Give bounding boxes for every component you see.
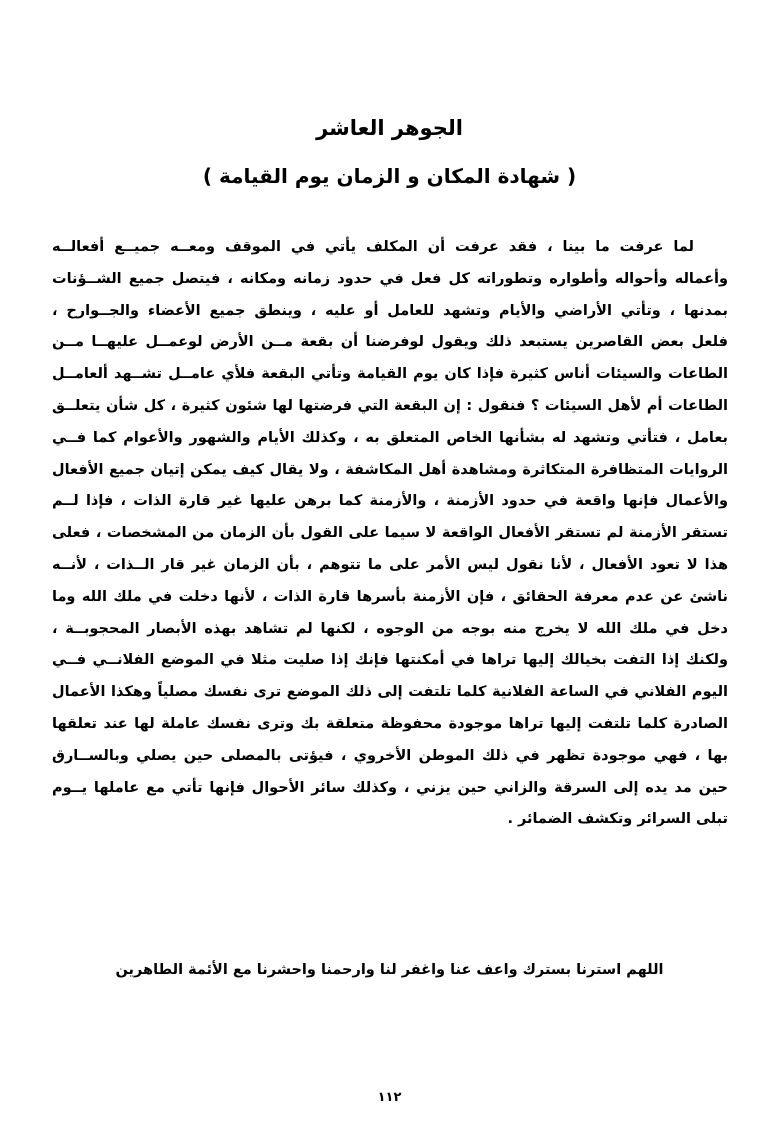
paragraph-line: بمدنها ، وتأتي الأراضي والأيام وتشهد للعامل أو عليه ، وينطق جميع الأعضاء والجــوارح ، [52, 302, 728, 319]
paragraph-line: ناشئ عن عدم معرفة الحقائق ، فإن الأزمنة بأسرها قارة الذات ، لأنها دخلت في ملك الله وما [52, 588, 728, 605]
closing-prayer: اللهم استرنا بسترك واعف عنا واغفر لنا وارحمنا واحشرنا مع الأئمة الطاهرين [115, 962, 664, 978]
paragraph-line: الطاعات أم لأهل السيئات ؟ فنقول : إن البقعة التي فرضتها لها شئون كثيرة ، كل شأن يتعلــق [52, 397, 728, 414]
paragraph-line: هذا لا تعود الأفعال ، لأنا نقول ليس الأمر على ما تتوهم ، بأن الزمان غير قار الــذات ، لأنــه [52, 556, 728, 573]
body-paragraph [52, 232, 728, 836]
paragraph-line: وأعماله وأحواله وأطواره وتطوراته كل فعل في حدود زمانه ومكانه ، فيتصل جميع الشــؤنات [52, 270, 728, 287]
page-title: الجوهر العاشر [316, 116, 463, 140]
paragraph-line: ولكنك إذا التفت بخيالك إليها تراها في أمكنتها فإنك إذا صليت مثلا في الموضع الفلانــي فــي [52, 652, 728, 669]
paragraph-line: والأعمال فإنها واقعة في حدود الأزمنة ، والأزمنة كما برهن عليها غير قارة الذات ، فإذا لــم [52, 493, 728, 510]
paragraph-line: تبلى السرائر وتكشف الضمائر . [507, 811, 728, 828]
paragraph-line: تستقر الأزمنة لم تستقر الأفعال الواقعة لا سيما على القول بأن الزمان من المشخصات ، فعلى [52, 525, 728, 542]
paragraph-line: بعامل ، فتأتي وتشهد له بشأنها الخاص المتعلق به ، وكذلك الأيام والشهور والأعوام كما فــي [52, 429, 728, 446]
paragraph-line: دخل في ملك الله لا يخرج منه بوجه من الوجوه ، لكنها لم تشاهد بهذه الأبصار المحجوبــة ، [52, 620, 728, 637]
paragraph-line: الطاعات والسيئات أناس كثيرة فإذا كان يوم القيامة وتأتي البقعة فلأي عامــل تشــهد ألعامــل [52, 366, 728, 383]
page-number: ١١٢ [377, 1090, 402, 1105]
paragraph-line: الروايات المتظافرة المتكاثرة ومشاهدة أهل المكاشفة ، ولا يقال كيف يمكن إتيان جميع الأفعال [52, 461, 728, 478]
paragraph-line: فلعل بعض القاصرين يستبعد ذلك ويقول لوفرضنا أن بقعة مــن الأرض لوعمــل عليهــا مــن [52, 334, 728, 351]
paragraph-line: اليوم الفلاني في الساعة الفلانية كلما تلتفت إلى ذلك الموضع ترى نفسك مصلياً وهكذا الأعمال [52, 684, 728, 701]
paragraph-line: لما عرفت ما بينا ، فقد عرفت أن المكلف يأتي في الموقف ومعــه جميــع أفعالــه [52, 239, 694, 255]
paragraph-line: بها ، فهي موجودة تظهر في ذلك الموطن الأخروي ، فيؤتى بالمصلى حين يصلي وبالســارق [52, 747, 728, 764]
paragraph-line: حين مد يده إلى السرقة والزاني حين يزني ، وكذلك سائر الأحوال فإنها تأتي مع عاملها يــوم [52, 779, 728, 796]
page-subtitle: ( شهادة المكان و الزمان يوم القيامة ) [202, 164, 577, 188]
paragraph-line: الصادرة كلما تلتفت إليها تراها موجودة محفوظة متعلقة بك وترى نفسك عاملة لها عند تعلقها [52, 715, 728, 732]
